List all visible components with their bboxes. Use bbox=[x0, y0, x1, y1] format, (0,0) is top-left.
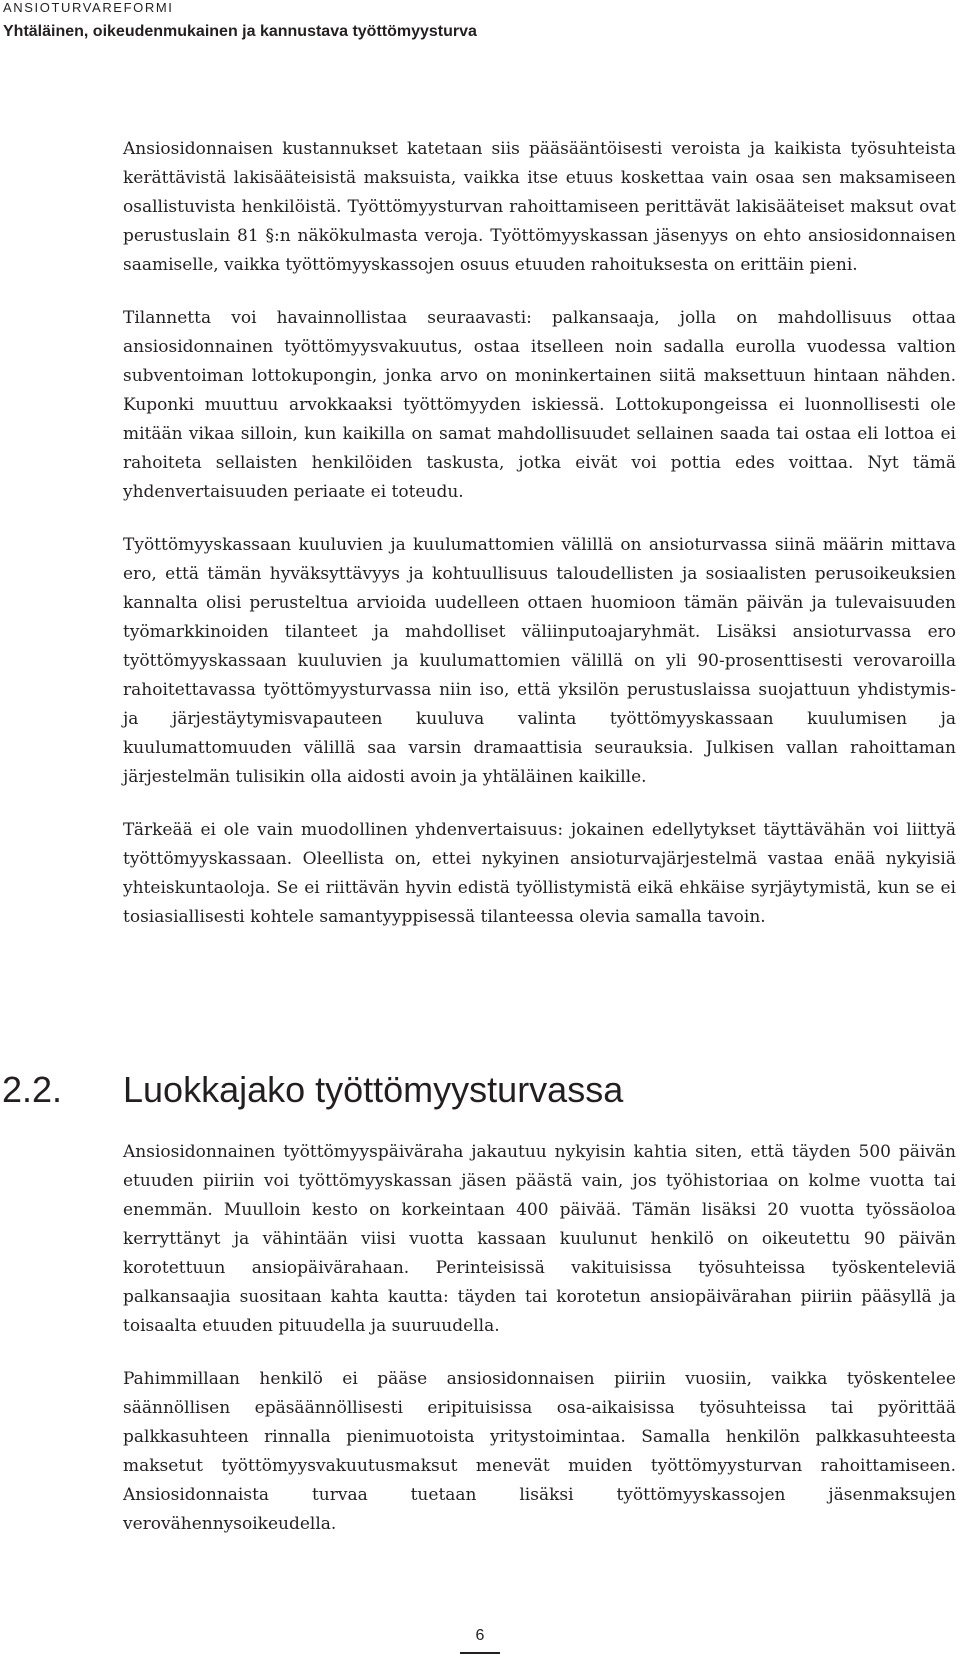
section-number: 2.2. bbox=[2, 1069, 63, 1110]
body-text-section-2 bbox=[123, 1138, 956, 1563]
document-subtitle: Yhtäläinen, oikeudenmukainen ja kannustava työttömyysturva bbox=[3, 23, 477, 40]
section-title: Luokkajako työttömyysturvassa bbox=[123, 1069, 624, 1110]
page-number: 6 bbox=[475, 1627, 485, 1644]
body-text-section-1 bbox=[123, 135, 956, 956]
page-number-rule bbox=[460, 1652, 500, 1654]
paragraph-3: Työttömyyskassaan kuuluvien ja kuulumattomien välillä on ansioturvassa siinä määrin mittava ero, että tämän hyväksyttävyys ja kohtuullisuus taloudellisten ja sosiaalisten perusoikeuksien kannalta olisi perusteltua arvioida uudelleen ottaen huomioon tämän päivän ja tulevaisuuden työmarkkinoiden tilanteet ja mahdolliset väliinputoajaryhmät. Lisäksi ansioturvassa ero työttömyyskassaan kuuluvien ja kuulumattomien välillä on yli 90-prosenttisesti verovaroilla rahoitettavassa työttömyysturvassa niin iso, että yksilön perustuslaissa suojattuun yhdistymis- ja järjestäytymisvapauteen kuuluva valinta työttömyyskassaan kuulumisen ja kuulumattomuuden välillä saa varsin dramaattisia seurauksia. Julkisen vallan rahoittaman järjestelmän tulisikin olla aidosti avoin ja yhtäläinen kaikille. bbox=[123, 535, 956, 787]
section-heading bbox=[0, 1060, 960, 1120]
series-label: ANSIOTURVAREFORMI bbox=[3, 0, 174, 15]
paragraph-4: Tärkeää ei ole vain muodollinen yhdenvertaisuus: jokainen edellytykset täyttävähän voi liittyä työttömyyskassaan. Oleellista on, ettei nykyinen ansioturvajärjestelmä vastaa enää nykyisiä yhteiskuntaoloja. Se ei riittävän hyvin edistä työllistymistä eikä ehkäise syrjäytymistä, kun se ei tosiasiallisesti kohtele samantyyppisessä tilanteessa olevia samalla tavoin. bbox=[123, 820, 956, 927]
section-paragraph-2: Pahimmillaan henkilö ei pääse ansiosidonnaisen piiriin vuosiin, vaikka työskentelee säännöllisen epäsäännöllisesti eripituisissa osa-aikaisissa työsuhteissa tai pyörittää palkkasuhteen rinnalla pienimuotoista yritystoimintaa. Samalla henkilön palkkasuhteesta maksetut työttömyysvakuutusmaksut menevät muiden työttömyysturvan rahoittamiseen. Ansiosidonnaista turvaa tuetaan lisäksi työttömyyskassojen jäsenmaksujen verovähennysoikeudella. bbox=[123, 1369, 956, 1534]
page-footer bbox=[460, 1626, 500, 1654]
paragraph-1: Ansiosidonnaisen kustannukset katetaan siis pääsääntöisesti veroista ja kaikista työsuhteista kerättävistä lakisääteisistä maksuista, vaikka itse etuus koskettaa vain osaa sen maksamiseen osallistuvista henkilöistä. Työttömyysturvan rahoittamiseen perittävät lakisääteiset maksut ovat perustuslain 81 §:n näkökulmasta veroja. Työttömyyskassan jäsenyys on ehto ansiosidonnaisen saamiselle, vaikka työttömyyskassojen osuus etuuden rahoituksesta on erittäin pieni. bbox=[123, 139, 956, 275]
running-header bbox=[3, 0, 703, 42]
section-paragraph-1: Ansiosidonnainen työttömyyspäiväraha jakautuu nykyisin kahtia siten, että täyden 500 päivän etuuden piiriin voi työttömyyskassan jäsen päästä vain, jos työhistoriaa on kolme vuotta tai enemmän. Muulloin kesto on korkeintaan 400 päivää. Tämän lisäksi 20 vuotta työssäoloa kerryttänyt ja vähintään viisi vuotta kassaan kuulunut henkilö on oikeutettu 90 päivän korotettuun ansiopäivärahaan. Perinteisissä vakituisissa työsuhteissa työskenteleviä palkansaajia suositaan kahta kautta: täyden tai korotetun ansiopäivärahan piiriin pääsyllä ja toisaalta etuuden pituudella ja suuruudella. bbox=[123, 1142, 956, 1336]
paragraph-2: Tilannetta voi havainnollistaa seuraavasti: palkansaaja, jolla on mahdollisuus ottaa ansiosidonnainen työttömyysvakuutus, ostaa itselleen noin sadalla eurolla vuodessa valtion subventoiman lottokupongin, jonka arvo on moninkertainen siitä maksettuun hintaan nähden. Kuponki muuttuu arvokkaaksi työttömyyden iskiessä. Lottokupongeissa ei luonnollisesti ole mitään vikaa silloin, kun kaikilla on samat mahdollisuudet sellainen saada tai ostaa eli lottoa ei rahoiteta sellaisten henkilöiden taskusta, jotka eivät voi pottia edes voittaa. Nyt tämä yhdenvertaisuuden periaate ei toteudu. bbox=[123, 308, 956, 502]
